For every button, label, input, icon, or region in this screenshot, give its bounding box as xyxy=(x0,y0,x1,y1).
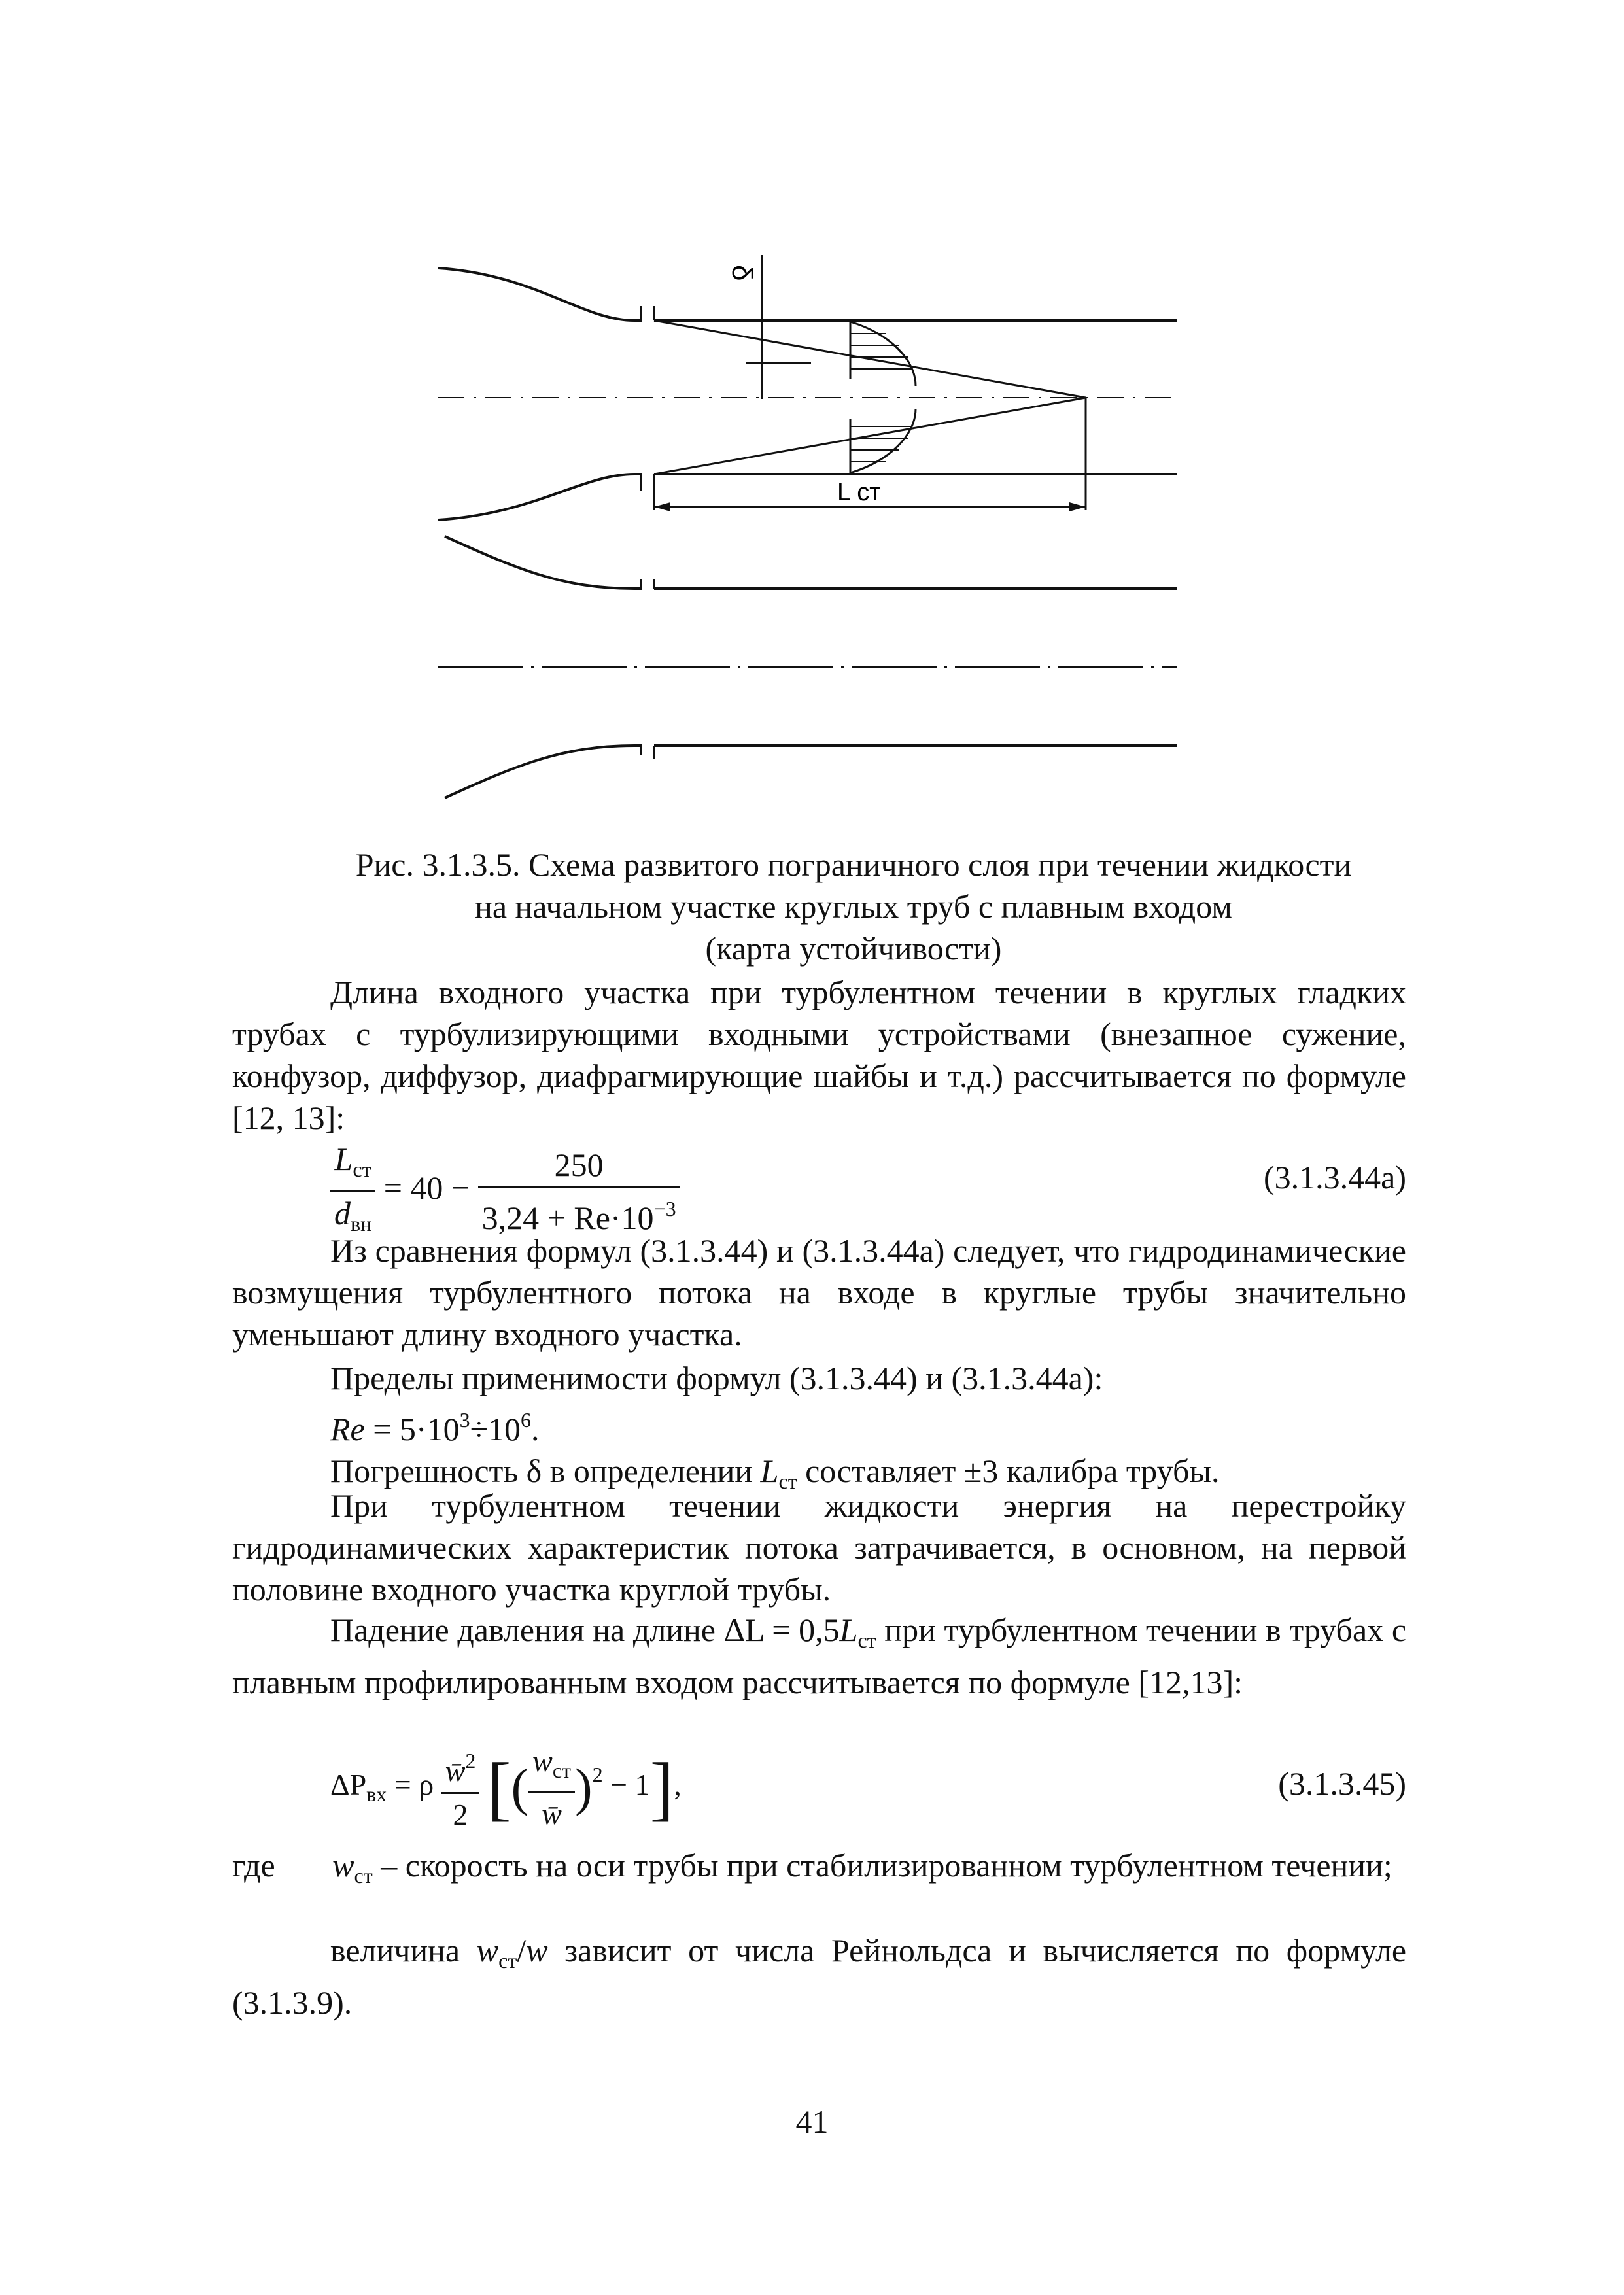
paragraph-limits: Пределы применимости формул (3.1.3.44) и (3.1.3.44а): $Re = 5\cdot 10^3\div 10^6$. Погрешность δ в определении $L_{ст}$ составляет ±3 калибра трубы. xyxy=(232,1357,1406,1502)
upper-boundary-layer xyxy=(654,320,1086,398)
paragraph-comparison: Из сравнения формул (3.1.3.44) и (3.1.3.44а) следует, что гидродинамические возмущения турбулентного потока на входе в круглые трубы значительно уменьшают длину входного участка. xyxy=(232,1232,1406,1353)
lct-label: L ст xyxy=(837,479,881,506)
caption-line-1: Рис. 3.1.3.5. Схема развитого пограничного слоя при течении жидкости xyxy=(355,846,1352,883)
equation-number-1: (3.1.3.44а) xyxy=(1264,1159,1406,1196)
bottom-lower-inlet-wall xyxy=(445,746,634,798)
equation-3-1-3-45: $\Delta P_{вх} = \rho$ $\frac{w̄^2}{2}$ [( $\frac{w_{ст}}{w̄}$ )$^2$ − 1], (3.1.3.45) xyxy=(232,1733,1406,1831)
lower-inlet-wall xyxy=(438,474,634,520)
lower-inlet-edge xyxy=(634,474,641,491)
bottom-upper-inlet-wall xyxy=(445,536,634,589)
equation-number-2: (3.1.3.45) xyxy=(1278,1765,1406,1802)
diagram-svg xyxy=(419,249,1203,837)
paragraph-energy: При турбулентном течении жидкости энергия на перестройку гидродинамических характеристик потока затрачивается, в основном, на первой половине входного участка круглой трубы. xyxy=(232,1487,1406,1608)
paragraph-where: где $w_{ст}$ – скорость на оси трубы при стабилизированном турбулентном течении; xyxy=(232,1847,1392,1888)
delta-label: δ xyxy=(726,265,758,281)
lower-velocity-profile xyxy=(850,409,916,473)
paragraph-entry-length: Длина входного участка при турбулентном течении в круглых гладких трубах с турбулизирующими входными устройствами (внезапное сужение, конфузор, диффузор, диафрагмирующие шайбы и т.д.) рассчитывается по формуле [12, 13]: xyxy=(232,974,1406,1136)
equation-3-1-3-44a: $\frac{L_{ст}}{d_{вн}}$ = 40 − $\frac{250}{3,24 + Re\cdot 10^{-3}}$ (3.1.3.44а) xyxy=(232,1138,1406,1217)
upper-velocity-profile xyxy=(850,322,916,386)
paragraph-pressure-drop: Падение давления на длине $\Delta L = 0,5L_{ст}$ при турбулентном течении в трубах с плавным профилированным входом рассчитывается по формуле [12,13]: xyxy=(232,1612,1407,1700)
reynolds-range: $Re = 5\cdot 10^3\div 10^6$. xyxy=(330,1408,540,1447)
error-statement: Погрешность δ в определении $L_{ст}$ составляет ±3 калибра трубы. xyxy=(330,1453,1220,1493)
caption-line-3: (карта устойчивости) xyxy=(705,930,1002,967)
upper-inlet-edge xyxy=(634,306,641,320)
upper-inlet-wall xyxy=(438,268,634,320)
paragraph-ratio: величина $w_{ст}/w$ зависит от числа Рейнольдса и вычисляется по формуле (3.1.3.9). xyxy=(232,1932,1407,2021)
caption-line-2: на начальном участке круглых труб с плавным входом xyxy=(475,888,1232,925)
lower-boundary-layer xyxy=(654,398,1086,474)
page-number: 41 xyxy=(795,2103,829,2140)
boundary-layer-diagram xyxy=(419,249,1203,837)
figure-caption xyxy=(249,844,1459,969)
